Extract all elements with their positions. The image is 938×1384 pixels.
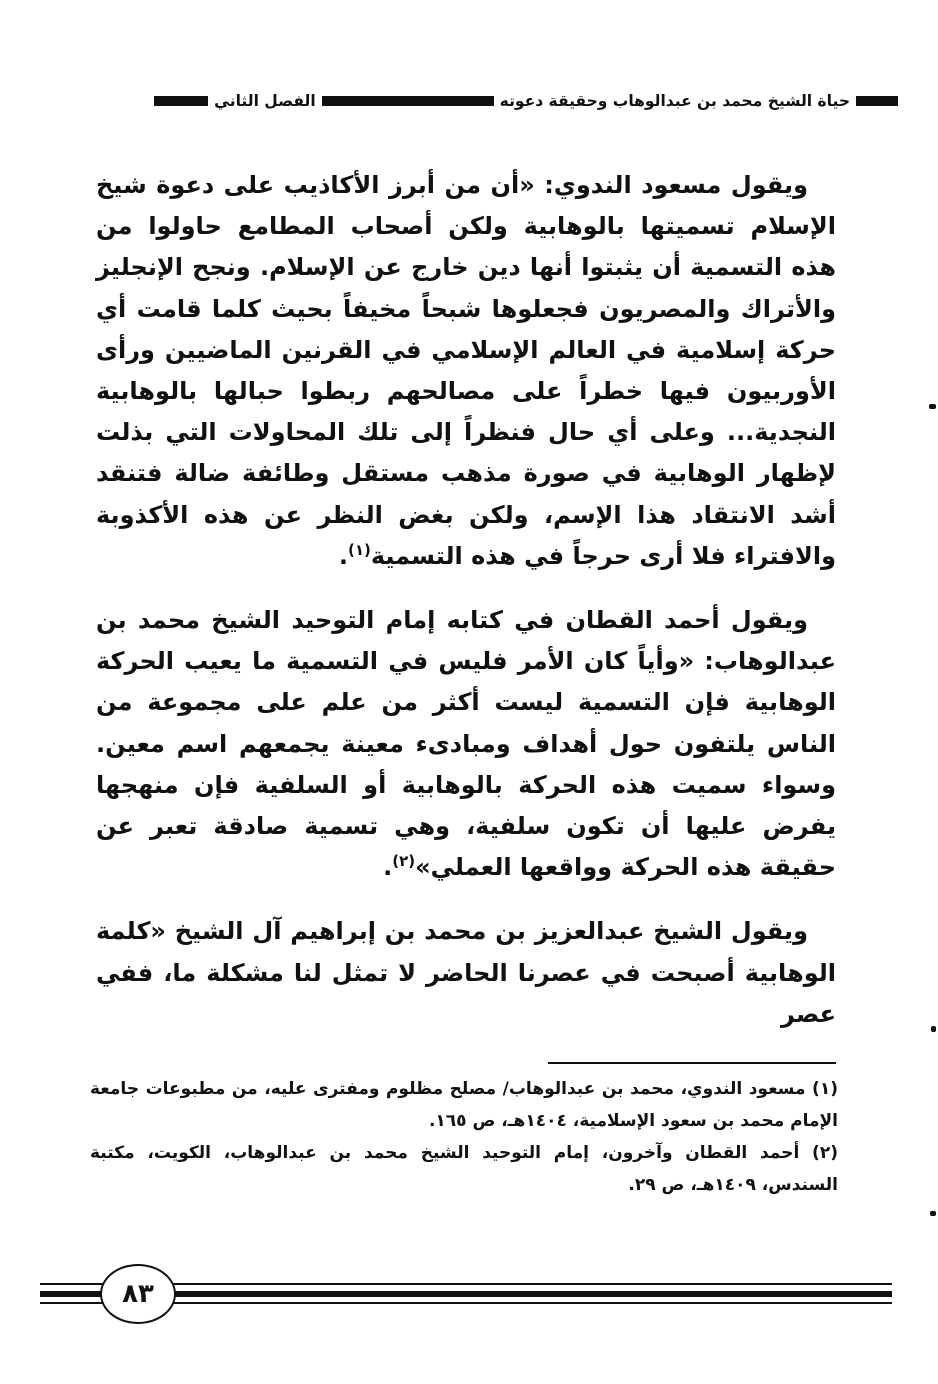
paragraph-text: ويقول مسعود الندوي: «أن من أبرز الأكاذيب على دعوة شيخ الإسلام تسميتها بالوهابية ولكن أصحاب المطامع حاولوا من هذه التسمية أن يثبتوا أنها دين خارج عن الإسلام. ونجح الإنجليز والأتراك والمصريون فجعلوها شبحاً مخيفاً بحيث كلما قامت أي حركة إسلامية في العالم الإسلامي في القرنين الماضيين ورأى الأوربيون فيها خطراً على مصالحهم ربطوا حبالها بالوهابية النجدية... وعلى أي حال فنظراً إلى تلك المحاولات التي بذلت لإظهار الوهابية في صورة مذهب مستقل وطائفة ضالة فتنقد أشد الانتقاد هذا الإسم، ولكن بغض النظر عن هذه الأكذوبة والافتراء فلا أرى حرجاً في هذه التسمية bbox=[96, 171, 836, 570]
footnote-text: مسعود الندوي، محمد بن عبدالوهاب/ مصلح مظلوم ومفترى عليه، من مطبوعات جامعة الإمام محمد بن سعود الإسلامية، ١٤٠٤هـ، ص ١٦٥. bbox=[90, 1079, 838, 1131]
paragraph-ending: . bbox=[383, 853, 393, 882]
scan-speck bbox=[929, 404, 936, 409]
footnote-ref: (٢) bbox=[392, 852, 416, 871]
footnote-1 bbox=[90, 1073, 838, 1137]
running-header-chapter: الفصل الثاني bbox=[214, 92, 316, 110]
paragraph-text: ويقول الشيخ عبدالعزيز بن محمد بن إبراهيم آل الشيخ «كلمة الوهابية أصبحت في عصرنا الحاضر لا تمثل لنا مشكلة ما، ففي عصر bbox=[96, 917, 836, 1028]
footnote-number: (١) bbox=[812, 1079, 838, 1099]
paragraph-qattan-quote bbox=[96, 600, 836, 888]
header-ornament-bar bbox=[154, 96, 208, 106]
header-ornament-bar bbox=[856, 96, 898, 106]
footnote-number: (٢) bbox=[812, 1143, 838, 1163]
paragraph-ending: . bbox=[338, 541, 348, 570]
footnote-2 bbox=[90, 1137, 838, 1201]
page-number: ٨٣ bbox=[122, 1279, 154, 1309]
footnote-ref: (١) bbox=[347, 540, 371, 559]
footnotes bbox=[90, 1073, 838, 1201]
footnote-separator bbox=[548, 1062, 836, 1064]
paragraph-al-sheikh-quote bbox=[96, 911, 836, 1035]
paragraph-text: ويقول أحمد القطان في كتابه إمام التوحيد الشيخ محمد بن عبدالوهاب: «وأياً كان الأمر فليس في التسمية ما يعيب الحركة الوهابية فإن التسمية ليست أكثر من علم على مجموعة من الناس يلتفون حول أهداف ومبادىء معينة يجمعهم اسم معين. وسواء سميت هذه الحركة بالوهابية أو السلفية فإن منهجها يفرض عليها أن تكون سلفية، وهي تسمية صادقة تعبر عن حقيقة هذه الحركة وواقعها العملي» bbox=[96, 606, 836, 882]
header-ornament-bar bbox=[322, 96, 494, 106]
page-number-badge bbox=[100, 1264, 176, 1324]
scan-speck bbox=[931, 1026, 936, 1032]
running-header bbox=[40, 88, 898, 114]
paragraph-nadwi-quote bbox=[96, 165, 836, 577]
running-header-book-title: حياة الشيخ محمد بن عبدالوهاب وحقيقة دعوته bbox=[499, 92, 850, 110]
scan-speck bbox=[930, 1211, 936, 1216]
footnote-text: أحمد القطان وآخرون، إمام التوحيد الشيخ محمد بن عبدالوهاب، الكويت، مكتبة السندس، ١٤٠٩هـ، ص ٢٩. bbox=[90, 1143, 838, 1195]
main-text bbox=[96, 165, 836, 1035]
